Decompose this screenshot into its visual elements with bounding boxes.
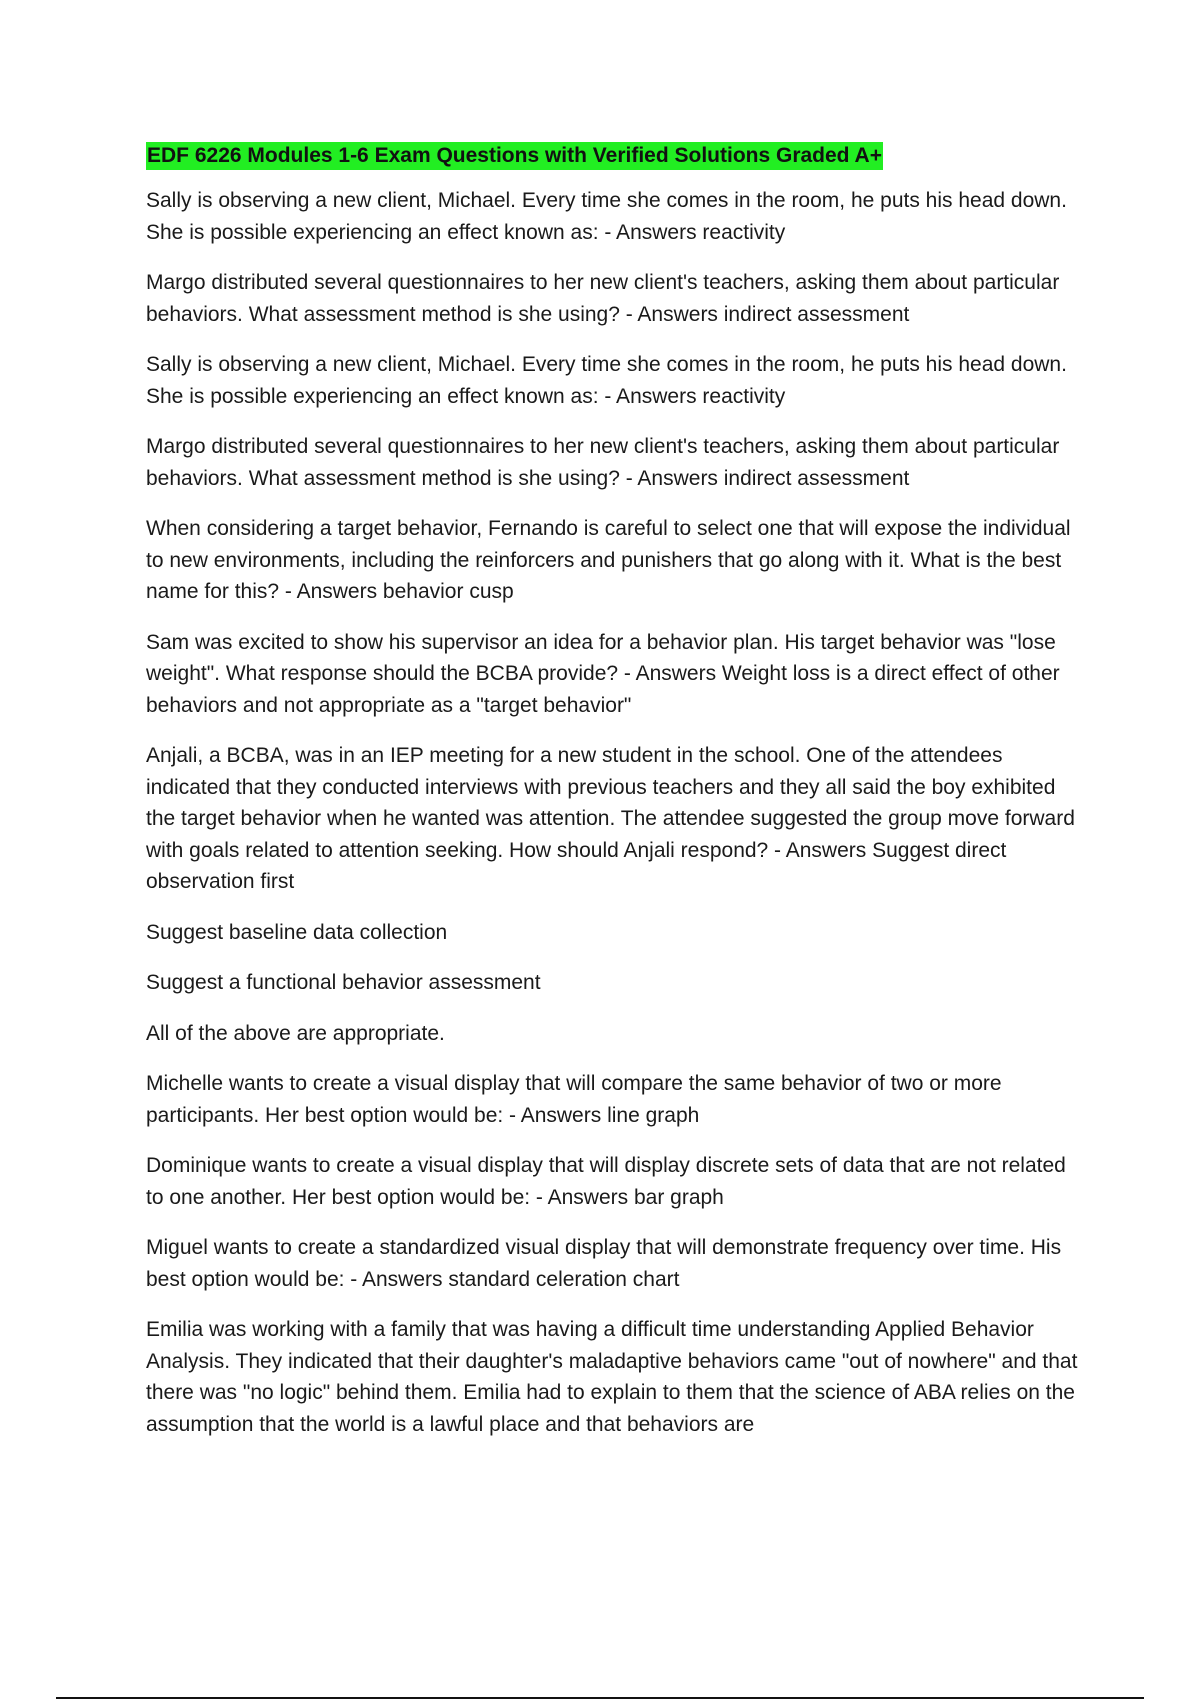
paragraph-3: Sally is observing a new client, Michael. Every time she comes in the room, he puts his head down. She is possible experiencing an effect known as: - Answers reactivity [146,353,1067,408]
paragraph-8: Suggest baseline data collection [146,920,448,944]
page-bottom-rule [56,1697,1144,1699]
paragraph-1: Sally is observing a new client, Michael. Every time she comes in the room, he puts his head down. She is possible experiencing an effect known as: - Answers reactivity [146,189,1067,244]
paragraph-6: Sam was excited to show his supervisor an idea for a behavior plan. His target behavior was "lose weight". What response should the BCBA provide? - Answers Weight loss is a direct effect of other behaviors and not appropriate as a "target behavior" [146,630,1060,717]
paragraph-4: Margo distributed several questionnaires to her new client's teachers, asking them about particular behaviors. What assessment method is she using? - Answers indirect assessment [146,435,1060,490]
paragraph-13: Miguel wants to create a standardized visual display that will demonstrate frequency over time. His best option would be: - Answers standard celeration chart [146,1236,1062,1291]
document-body [146,142,1086,1459]
paragraph-9: Suggest a functional behavior assessment [146,971,541,994]
paragraph-7: Anjali, a BCBA, was in an IEP meeting for a new student in the school. One of the attendees indicated that they conducted interviews with previous teachers and they all said the boy exhibited the target behavior when he wanted was attention. The attendee suggested the group move forward with goals related to attention seeking. How should Anjali respond? - Answers Suggest direct observation first [146,744,1075,893]
paragraph-10: All of the above are appropriate. [146,1021,445,1045]
paragraph-2: Margo distributed several questionnaires to her new client's teachers, asking them about particular behaviors. What assessment method is she using? - Answers indirect assessment [146,271,1060,326]
paragraph-11: Michelle wants to create a visual display that will compare the same behavior of two or more participants. Her best option would be: - Answers line graph [146,1072,1002,1127]
document-title: EDF 6226 Modules 1-6 Exam Questions with Verified Solutions Graded A+ [146,142,883,170]
paragraph-12: Dominique wants to create a visual display that will display discrete sets of data that are not related to one another. Her best option would be: - Answers bar graph [146,1154,1066,1209]
paragraph-14: Emilia was working with a family that was having a difficult time understanding Applied Behavior Analysis. They indicated that their daughter's maladaptive behaviors came "out of nowhere" and that there was "no logic" behind them. Emilia had to explain to them that the science of ABA relies on the assumption that the world is a lawful place and that behaviors are [146,1318,1078,1436]
paragraph-5: When considering a target behavior, Fernando is careful to select one that will expose the individual to new environments, including the reinforcers and punishers that go along with it. What is the best name for this? - Answers behavior cusp [146,517,1071,603]
